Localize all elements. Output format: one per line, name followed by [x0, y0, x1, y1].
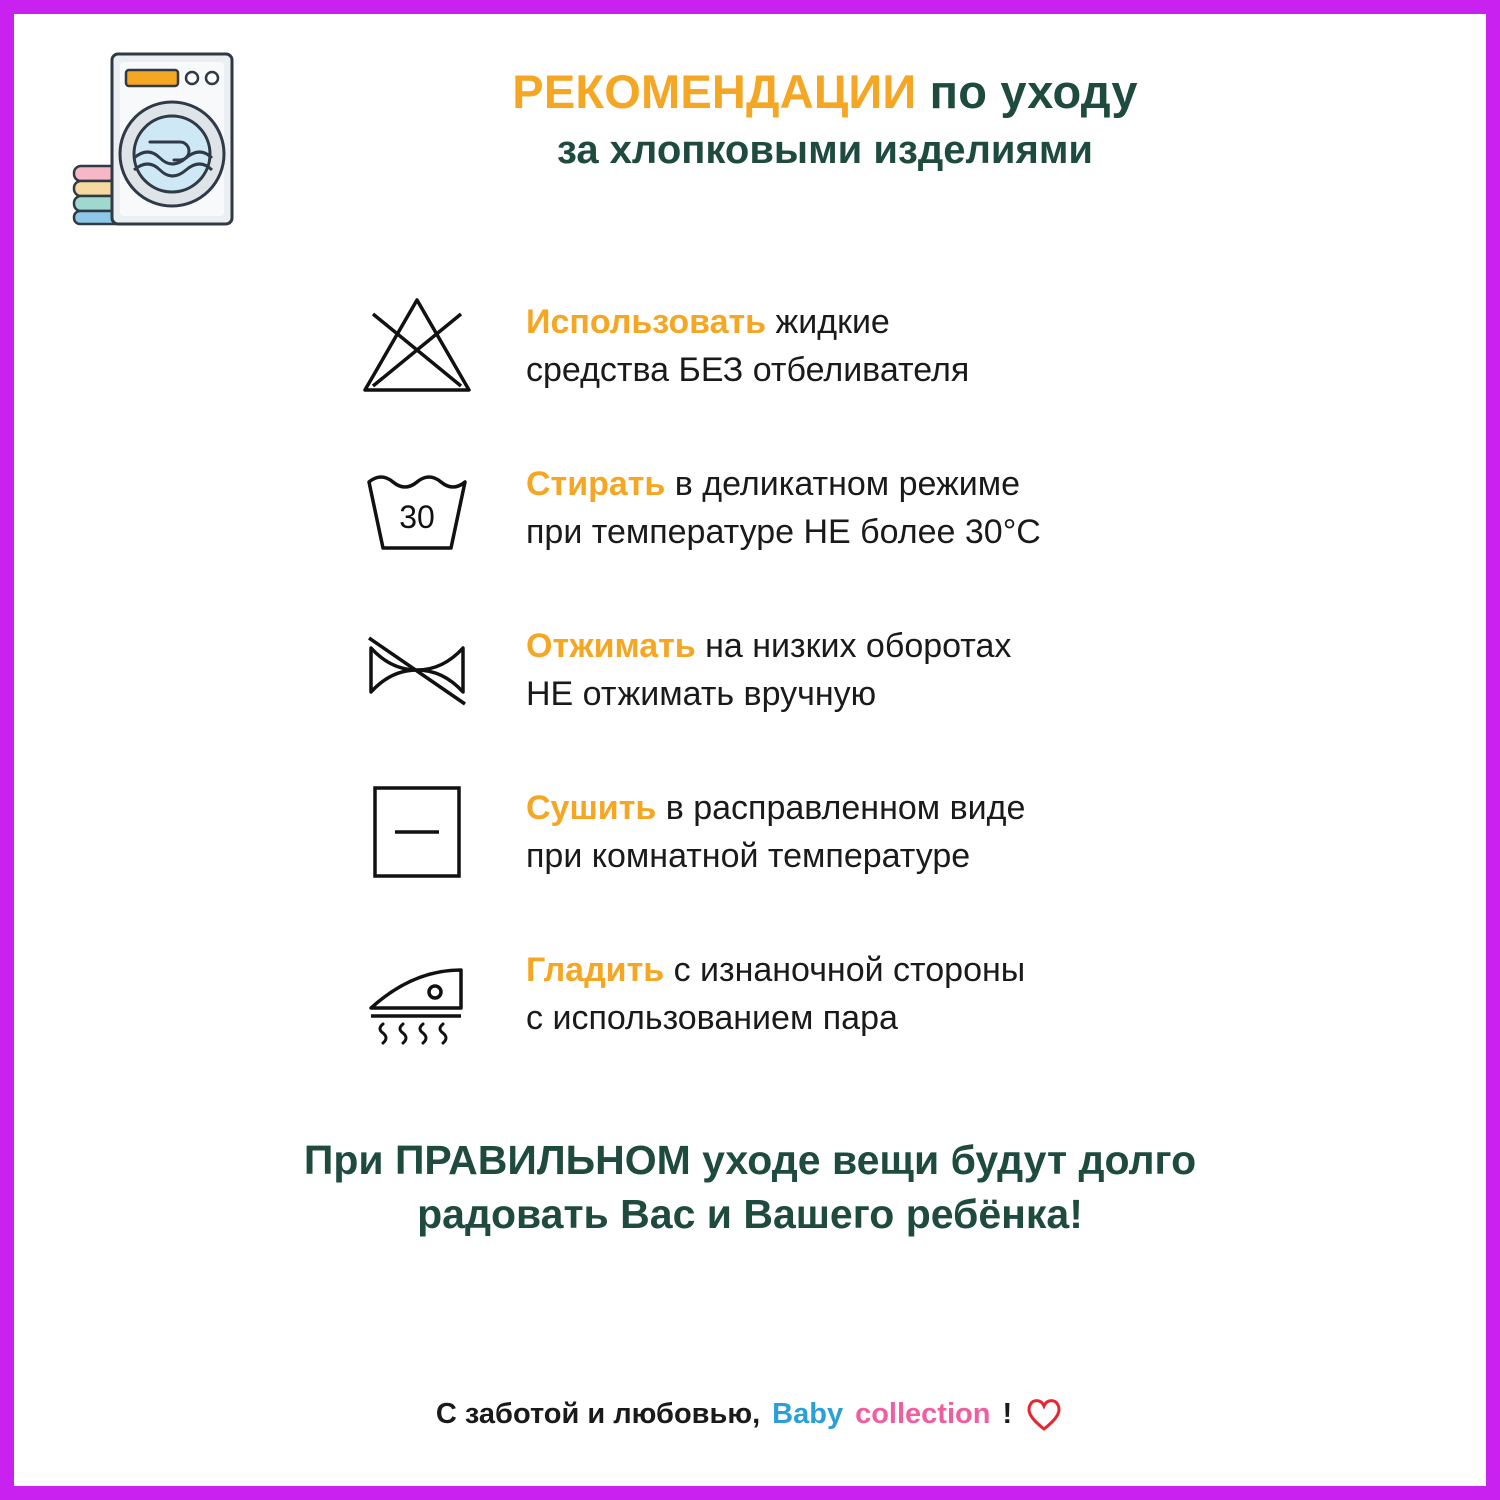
care-item-line2: при комнатной температуре [526, 837, 971, 875]
no-bleach-icon [354, 293, 480, 399]
care-item-accent: Стирать [526, 464, 666, 503]
care-item-line2: средства БЕЗ отбеливателя [526, 351, 970, 389]
care-item-line1: с изнаночной стороны [664, 950, 1026, 989]
care-item-line2: с использованием пара [526, 999, 898, 1037]
care-item-text [526, 460, 1041, 557]
page-title-rest: по уходу [916, 65, 1138, 118]
care-item-text [526, 784, 1025, 881]
dry-flat-icon [354, 779, 480, 885]
signature [14, 1396, 1486, 1432]
care-item-line1: на низких оборотах [695, 626, 1012, 665]
wash-30-icon [354, 455, 480, 561]
care-item [354, 779, 1436, 885]
title-block [244, 38, 1446, 173]
header [14, 14, 1486, 231]
care-item-accent: Отжимать [526, 626, 696, 665]
page-title [244, 66, 1406, 119]
care-list [14, 293, 1486, 1047]
care-item-line2: при температуре НЕ более 30°C [526, 513, 1041, 551]
care-item-line1: в деликатном режиме [665, 464, 1021, 503]
care-item [354, 455, 1436, 561]
care-item-accent: Использовать [526, 302, 767, 341]
closing-message [14, 1133, 1486, 1241]
page-inner [14, 14, 1486, 1486]
signature-exclamation: ! [1002, 1397, 1013, 1430]
care-item-text [526, 622, 1011, 719]
care-item-line1: жидкие [766, 302, 890, 341]
no-wring-icon [354, 617, 480, 723]
washing-machine-icon [64, 46, 244, 231]
care-item [354, 293, 1436, 399]
care-item-line2: НЕ отжимать вручную [526, 675, 877, 713]
wash-temp-value: 30 [399, 499, 435, 535]
brand-collection: collection [855, 1397, 991, 1430]
heart-icon [1024, 1396, 1064, 1432]
brand-baby: Baby [772, 1397, 844, 1430]
care-item-text [526, 298, 969, 395]
care-item-accent: Гладить [526, 950, 665, 989]
signature-prefix: С заботой и любовью, [435, 1397, 761, 1430]
care-item [354, 617, 1436, 723]
page-subtitle: за хлопковыми изделиями [556, 127, 1094, 172]
iron-steam-icon [354, 941, 480, 1047]
closing-line-1: При ПРАВИЛЬНОМ уходе вещи будут долго [303, 1137, 1197, 1183]
closing-line-2: радовать Вас и Вашего ребёнка! [417, 1191, 1083, 1238]
page-title-accent: РЕКОМЕНДАЦИИ [512, 65, 917, 118]
care-item-line1: в расправленном виде [656, 788, 1026, 827]
care-item-accent: Сушить [526, 788, 657, 827]
care-item [354, 941, 1436, 1047]
care-item-text [526, 946, 1025, 1043]
